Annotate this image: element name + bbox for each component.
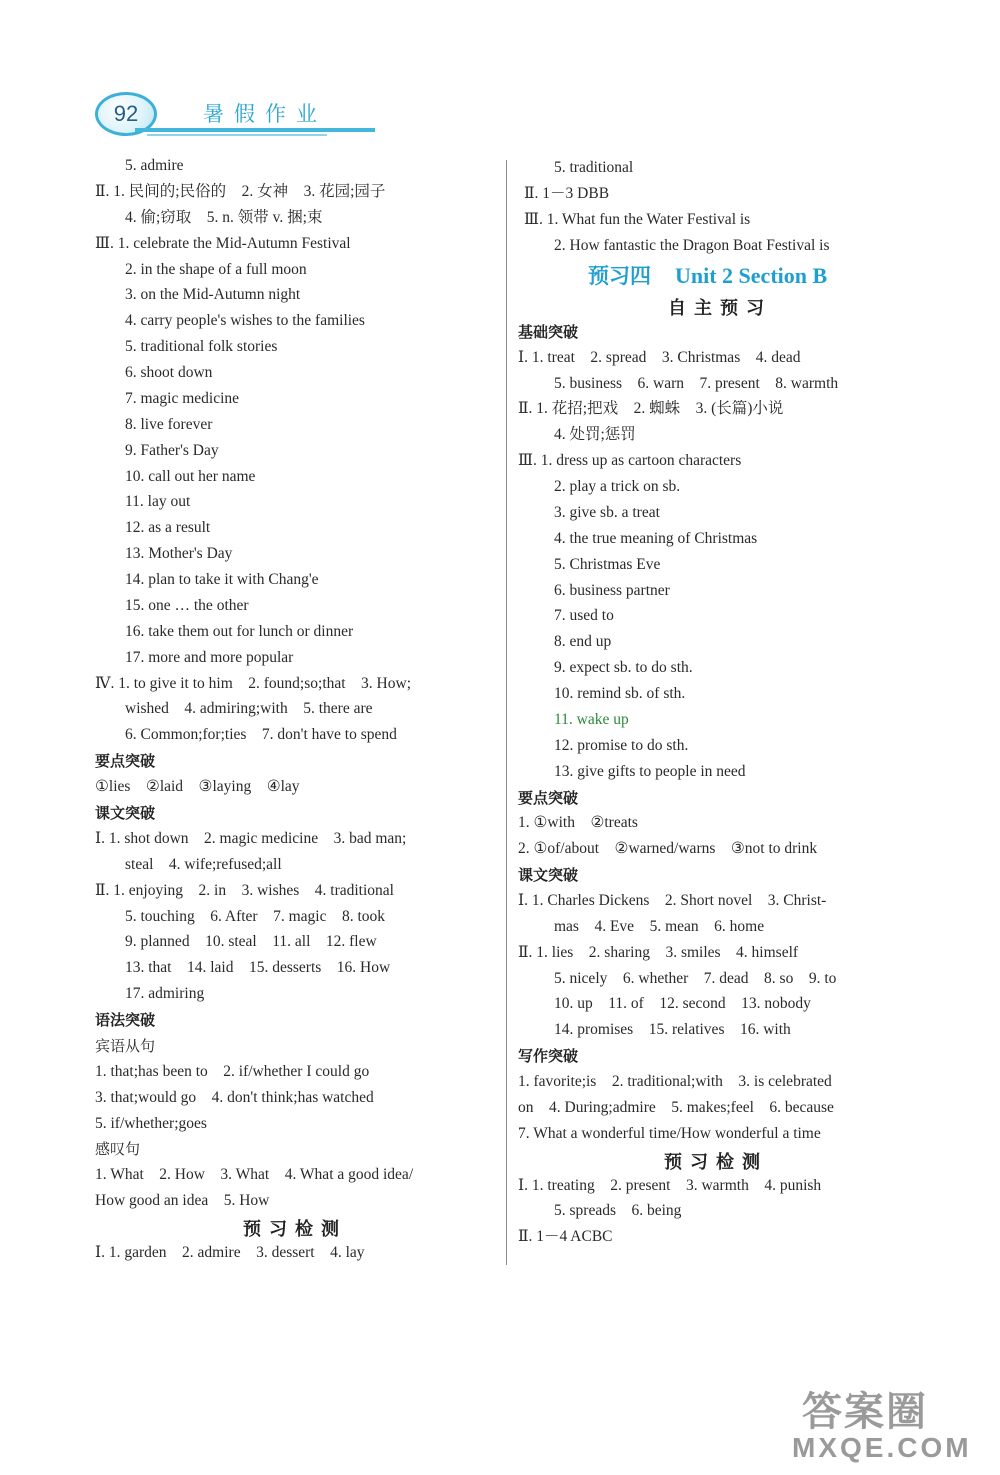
answer-line: Ⅱ. 1. 花招;把戏 2. 蜘蛛 3. (长篇)小说 xyxy=(518,400,784,418)
section-title-unit: Unit 2 Section B xyxy=(675,263,828,288)
page-header xyxy=(95,92,385,152)
answer-line: Ⅰ. 1. garden 2. admire 3. dessert 4. lay xyxy=(95,1243,365,1261)
answer-line: 2. ①of/about ②warned/warns ③not to drink xyxy=(518,840,818,858)
answer-line: 13. that 14. laid 15. desserts 16. How xyxy=(125,959,391,977)
watermark-logo xyxy=(792,1380,982,1465)
answer-line: steal 4. wife;refused;all xyxy=(125,855,282,873)
watermark-url: MXQE.COM xyxy=(792,1432,972,1463)
answer-line: Ⅰ. 1. Charles Dickens 2. Short novel 3. Christ- xyxy=(518,892,827,909)
answer-line: 5. business 6. warn 7. present 8. warmth xyxy=(554,374,839,392)
section-heading: 写作突破 xyxy=(518,1047,579,1066)
answer-line: 1. that;has been to 2. if/whether I could go xyxy=(95,1062,370,1080)
answer-line: Ⅰ. 1. shot down 2. magic medicine 3. bad man; xyxy=(95,829,407,847)
section-title-cn: 预习四 xyxy=(588,264,651,288)
answer-line: 8. live forever xyxy=(125,415,213,433)
answer-line: Ⅱ. 1－4 ACBC xyxy=(518,1228,613,1246)
section-heading: 要点突破 xyxy=(95,752,156,771)
section-heading: 基础突破 xyxy=(518,322,579,341)
answer-line: 5. Christmas Eve xyxy=(554,555,661,573)
section-heading: 课文突破 xyxy=(518,866,579,885)
answer-line: 9. Father's Day xyxy=(125,441,219,459)
answer-line: wished 4. admiring;with 5. there are xyxy=(125,700,373,718)
answer-line: 7. used to xyxy=(554,607,614,625)
answer-line: ①lies ②laid ③laying ④lay xyxy=(95,778,300,796)
answer-line: 12. as a result xyxy=(125,519,211,537)
answer-line: Ⅲ. 1. What fun the Water Festival is xyxy=(524,210,751,228)
answer-line: 3. give sb. a treat xyxy=(554,503,660,521)
answer-line: 8. end up xyxy=(554,633,612,651)
answer-line: 2. How fantastic the Dragon Boat Festival is xyxy=(554,236,830,254)
answer-line: 5. admire xyxy=(125,157,184,174)
answer-line: 5. nicely 6. whether 7. dead 8. so 9. to xyxy=(554,969,837,987)
answer-line: 6. shoot down xyxy=(125,364,213,382)
answer-line: 10. up 11. of 12. second 13. nobody xyxy=(554,995,811,1013)
answer-line: 15. one … the other xyxy=(125,596,249,614)
answer-line: 5. traditional folk stories xyxy=(125,338,278,356)
answer-line: 宾语从句 xyxy=(95,1036,156,1055)
header-divider-thin xyxy=(147,134,327,136)
answer-line: 1. ①with ②treats xyxy=(518,814,638,832)
answer-line: 14. promises 15. relatives 16. with xyxy=(554,1021,791,1039)
answer-line: 4. the true meaning of Christmas xyxy=(554,529,758,547)
answer-line: 4. 偷;窃取 5. n. 领带 v. 捆;束 xyxy=(125,208,323,226)
section-heading: 语法突破 xyxy=(95,1011,156,1030)
answer-line: Ⅳ. 1. to give it to him 2. found;so;that 3. How; xyxy=(95,674,412,692)
answer-line: 17. admiring xyxy=(125,985,205,1003)
subsection-heading: 预习检测 xyxy=(664,1151,768,1173)
answer-line: 7. magic medicine xyxy=(125,389,240,407)
answer-line: 4. carry people's wishes to the families xyxy=(125,312,365,330)
answer-line: 11. lay out xyxy=(125,493,191,511)
answer-line: 13. give gifts to people in need xyxy=(554,762,746,780)
section-heading: 课文突破 xyxy=(95,804,156,822)
answer-line: 4. 处罚;惩罚 xyxy=(554,426,636,444)
answer-line: Ⅱ. 1－3 DBB xyxy=(524,184,610,202)
answer-line: Ⅰ. 1. treating 2. present 3. warmth 4. punish xyxy=(518,1176,822,1194)
answer-line: 10. call out her name xyxy=(125,467,256,485)
answer-line: 12. promise to do sth. xyxy=(554,736,689,754)
answer-line: How good an idea 5. How xyxy=(95,1192,270,1210)
answer-line: Ⅱ. 1. 民间的;民俗的 2. 女神 3. 花园;园子 xyxy=(95,182,386,200)
answer-line: 3. on the Mid-Autumn night xyxy=(125,286,301,304)
answer-line: 16. take them out for lunch or dinner xyxy=(125,622,354,640)
answer-line: 2. play a trick on sb. xyxy=(554,478,681,496)
header-divider xyxy=(135,128,375,132)
answer-line: Ⅲ. 1. dress up as cartoon characters xyxy=(518,452,742,470)
answer-line: 13. Mother's Day xyxy=(125,545,233,563)
watermark-text: 答案圈 xyxy=(802,1389,928,1435)
answer-line: 2. in the shape of a full moon xyxy=(125,260,307,278)
answer-line: 5. if/whether;goes xyxy=(95,1114,207,1132)
answer-line: 6. Common;for;ties 7. don't have to spend xyxy=(125,726,397,744)
answer-line: 14. plan to take it with Chang'e xyxy=(125,571,319,589)
answer-line: 7. What a wonderful time/How wonderful a time xyxy=(518,1124,821,1142)
section-heading: 要点突破 xyxy=(518,788,579,807)
answer-line: 17. more and more popular xyxy=(125,648,294,666)
answer-line: 1. favorite;is 2. traditional;with 3. is celebrated xyxy=(518,1073,832,1091)
answer-line: 感叹句 xyxy=(95,1140,141,1159)
subsection-heading: 自主预习 xyxy=(668,298,772,319)
subsection-heading: 预习检测 xyxy=(243,1219,347,1241)
section-title xyxy=(588,260,827,290)
answer-line: 5. touching 6. After 7. magic 8. took xyxy=(125,907,386,925)
answer-line: 10. remind sb. of sth. xyxy=(554,685,686,703)
answer-line: 9. expect sb. to do sth. xyxy=(554,659,693,677)
answer-line: Ⅱ. 1. lies 2. sharing 3. smiles 4. himself xyxy=(518,943,799,961)
answer-line: Ⅲ. 1. celebrate the Mid-Autumn Festival xyxy=(95,234,351,252)
answer-line: 5. spreads 6. being xyxy=(554,1202,682,1220)
answer-line: mas 4. Eve 5. mean 6. home xyxy=(554,917,765,935)
answer-line: 6. business partner xyxy=(554,581,670,599)
header-title: 暑假作业 xyxy=(203,102,327,126)
answer-line: 1. What 2. How 3. What 4. What a good idea/ xyxy=(95,1166,414,1184)
answer-line: on 4. During;admire 5. makes;feel 6. because xyxy=(518,1098,834,1116)
answer-line: Ⅱ. 1. enjoying 2. in 3. wishes 4. traditional xyxy=(95,881,394,899)
page-number-badge: 92 xyxy=(95,92,157,136)
answer-line: 11. wake up xyxy=(554,710,629,728)
column-divider xyxy=(506,160,507,1265)
answer-line: 9. planned 10. steal 11. all 12. flew xyxy=(125,933,377,951)
answer-line: Ⅰ. 1. treat 2. spread 3. Christmas 4. dead xyxy=(518,348,801,366)
answer-line: 3. that;would go 4. don't think;has watched xyxy=(95,1088,374,1106)
answer-line: 5. traditional xyxy=(554,159,634,176)
